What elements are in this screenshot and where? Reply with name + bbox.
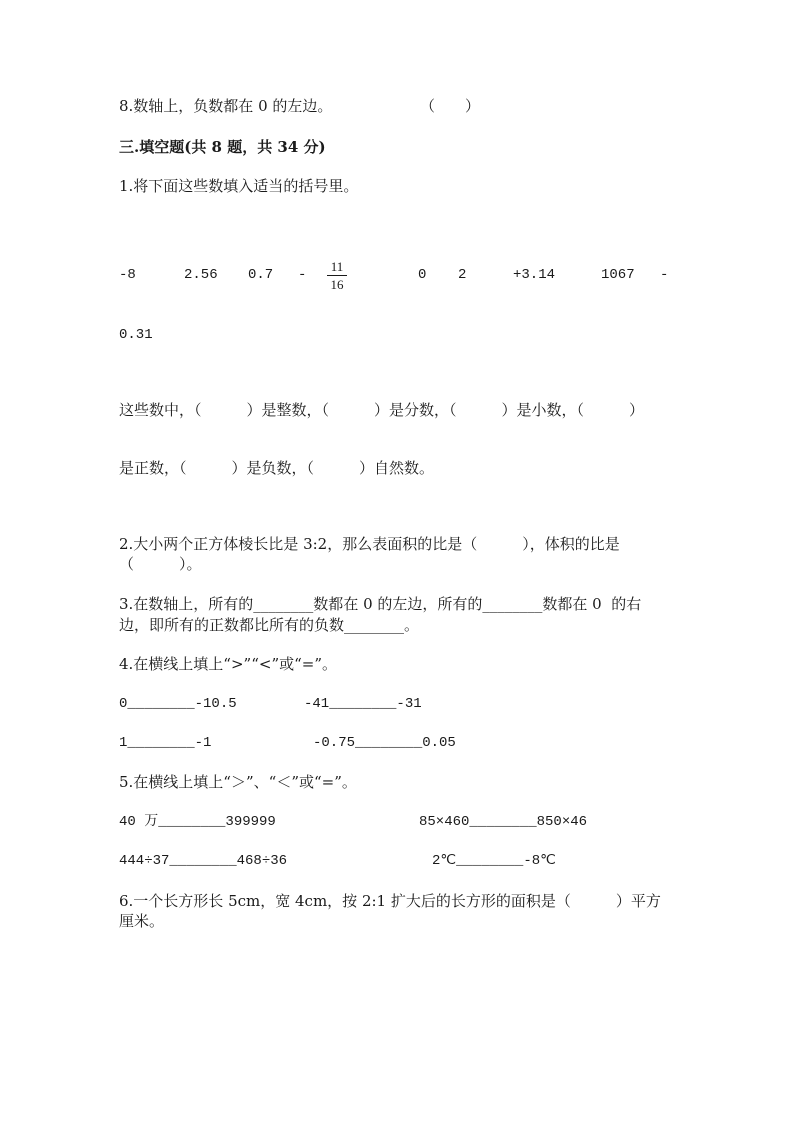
section-title: 三.填空题(共 8 题，共 34 分) — [119, 138, 326, 156]
fraction-bar — [327, 275, 347, 276]
q1-number: - — [660, 267, 669, 283]
q2-line-2: （ ）。 — [119, 555, 202, 573]
q2-line-1: 2.大小两个正方体棱长比是 3:2，那么表面积的比是（ ），体积的比是 — [119, 535, 620, 553]
q1-number: 1067 — [601, 267, 635, 283]
q4-item: -41________-31 — [304, 696, 422, 712]
q8-answer-bracket[interactable]: （ ） — [420, 97, 481, 115]
q5-item: 2℃________-8℃ — [432, 853, 556, 869]
q1-number: - — [298, 267, 307, 283]
fraction-numerator: 11 — [330, 259, 344, 274]
q1-title: 1.将下面这些数填入适当的括号里。 — [119, 177, 359, 195]
q4-item: 0________-10.5 — [119, 696, 237, 712]
q1-fill-line-1: 这些数中，（ ）是整数，（ ）是分数，（ ）是小数，（ ） — [119, 401, 645, 419]
q5-item: 40 万________399999 — [119, 814, 276, 830]
q3-line-1: 3.在数轴上，所有的________数都在 0 的左边，所有的________数都在 0 的右 — [119, 595, 642, 613]
q1-number: +3.14 — [513, 267, 556, 283]
q3-line-2: 边，即所有的正数都比所有的负数________。 — [119, 616, 420, 634]
q5-title: 5.在横线上填上“＞”、“＜”或“=”。 — [119, 773, 357, 791]
q6-line-2: 厘米。 — [119, 912, 165, 930]
q1-number: 0 — [418, 267, 427, 283]
q1-number: 2 — [458, 267, 467, 283]
q1-number: 2.56 — [184, 267, 218, 283]
q1-fraction — [327, 260, 347, 292]
q5-item: 444÷37________468÷36 — [119, 853, 288, 869]
fraction-denominator: 16 — [330, 277, 344, 292]
q8-text: 8.数轴上，负数都在 0 的左边。 — [119, 97, 333, 115]
q6-line-1: 6.一个长方形长 5cm，宽 4cm，按 2:1 扩大后的长方形的面积是（ ）平方 — [119, 892, 661, 910]
q4-item: 1________-1 — [119, 735, 212, 751]
q5-item: 85×460________850×46 — [419, 814, 588, 830]
q1-number: 0.7 — [248, 267, 274, 283]
q1-number: 0.31 — [119, 327, 153, 343]
q4-item: -0.75________0.05 — [313, 735, 456, 751]
q1-number: -8 — [119, 267, 136, 283]
q1-fill-line-2: 是正数，（ ）是负数，（ ）自然数。 — [119, 459, 435, 477]
q4-title: 4.在横线上填上“>”“<”或“=”。 — [119, 655, 338, 673]
